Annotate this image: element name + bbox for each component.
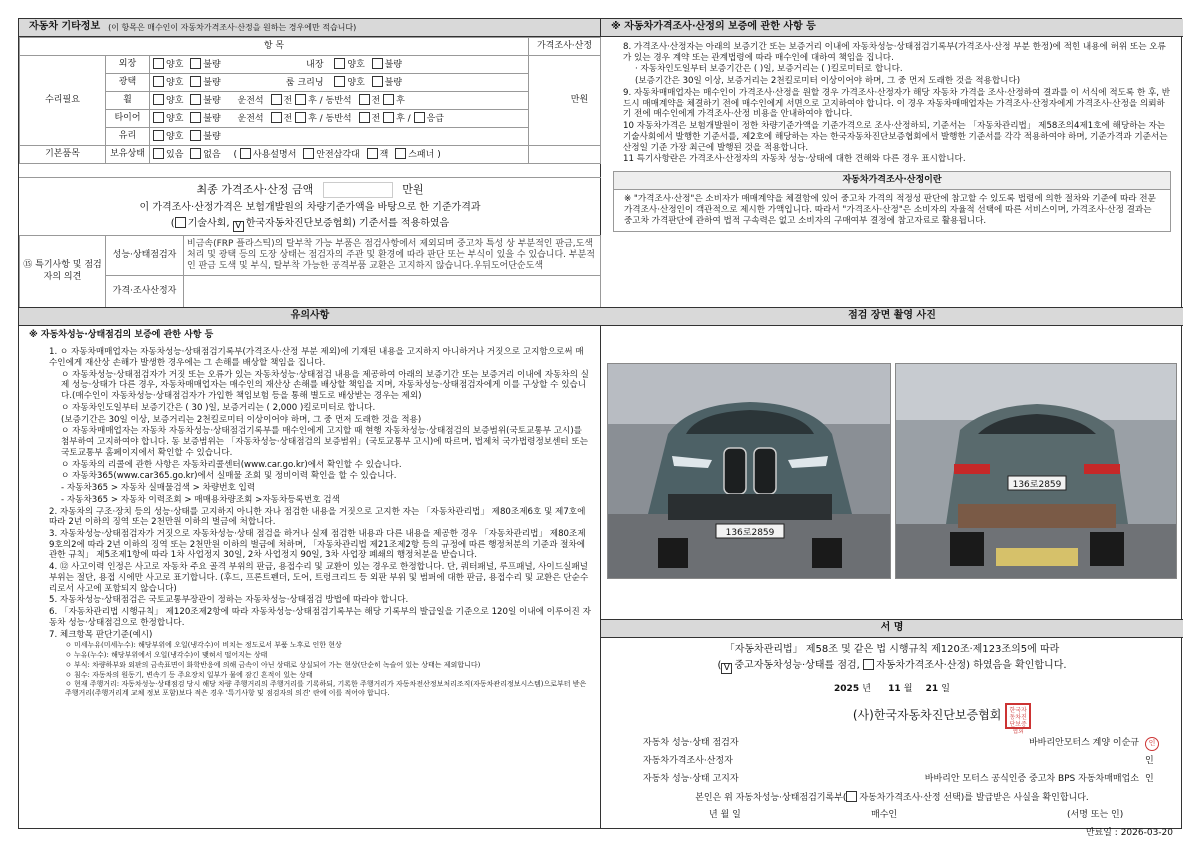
- notice-item: ㅇ 자동차매매업자는 자동차 자동차성능·상태점검기록부를 매수인에게 고지할 때 현행 자동차성능·상태점검의 보증범위(국토교통부 고시)를 첨부하여 고지하여야 합니다. 동 보증범위는 「자동차성능·상태점검의 보증범위」(국토교통부 고시)에 따르며, 법제처 국가법령정보센터 또는 국토교통부 홈페이지에서 확인할 수 있습니다.: [61, 426, 589, 458]
- inspector-label: 자동차 성능·상태 점검자: [643, 738, 739, 749]
- guarantee-price-item: (보증기간은 30일 이상, 보증거리는 2천킬로미터 이상이어야 하며, 그 중 먼저 도래한 것을 적용합니다): [635, 76, 1021, 87]
- gloss-bad-checkbox[interactable]: [190, 76, 201, 87]
- sign-perf-checkbox[interactable]: V: [721, 663, 732, 674]
- photo-section: [601, 307, 1183, 326]
- price-unit-cell: 만원: [529, 56, 601, 146]
- definition-title: 자동차가격조사·산정이란: [614, 172, 1170, 190]
- room-label: 룸 크리닝: [285, 77, 324, 88]
- notice-header: 유의사항: [19, 308, 601, 326]
- row-label-tire: 타이어: [106, 110, 150, 128]
- notice-section: [19, 307, 601, 699]
- notice-item: 5. 자동차성능·상태점검은 국토교통부장관이 정하는 자동차성능·상태점검 방법에 따라야 합니다.: [49, 595, 409, 606]
- car-rear-photo: [895, 363, 1177, 579]
- wheel-passenger-rear-checkbox[interactable]: [383, 94, 394, 105]
- glass-bad-checkbox[interactable]: [190, 130, 201, 141]
- basis-opt2-checkbox[interactable]: V: [233, 221, 244, 232]
- row-label-gloss: 광택: [106, 74, 150, 92]
- guarantee-price-item: 11 특기사항란은 가격조사·산정자의 자동차 성능·상태에 대한 견해와 다른 경우 표시합니다.: [623, 154, 966, 165]
- sign-org-row: [601, 703, 1183, 735]
- notifier-seal: 인: [1145, 774, 1154, 785]
- wheel-driver-rear-checkbox[interactable]: [295, 94, 306, 105]
- row-gloss: 양호 불량 룸 크리닝 양호 불량: [150, 74, 529, 92]
- left-column: [19, 19, 601, 828]
- interior-label: 내장: [306, 59, 324, 70]
- svg-text:136로2859: 136로2859: [725, 528, 775, 538]
- special-notes-table: [19, 235, 601, 308]
- wheel-bad-checkbox[interactable]: [190, 94, 201, 105]
- notice-item: ㅇ 현재 주행거리: 자동차성능·상태점검 당시 해당 차량 주행거리의 주행거리를 기록하되, 기록한 주행거리가 자동차전산정보처리조직(자동차관리정보시스템)으로부터 받은 주행거리(주행거리계 교체 정보 포함)보다 적은 경우 '특기사항 및 점검자의 의견' 란에 이를 적어야 합니다.: [65, 680, 587, 698]
- final-price-label: 최종 가격조사·산정 금액: [196, 183, 314, 196]
- expiry-date: 만료일 : 2026-03-20: [1085, 828, 1173, 838]
- tire-bad-checkbox[interactable]: [190, 112, 201, 123]
- notice-item: ㅇ 자동차인도일부터 보증기간은 ( 30 )일, 보증거리는 ( 2,000 )킬로미터로 합니다.: [61, 402, 376, 413]
- manual-checkbox[interactable]: [240, 148, 251, 159]
- tire-driver-front-checkbox[interactable]: [271, 112, 282, 123]
- basis-options: ( 기술사회, V 한국자동차진단보증협회) 기준서를 적용하였음: [170, 217, 450, 231]
- svg-text:136로2859: 136로2859: [1012, 480, 1062, 490]
- sign-date: 2025 년 11 월 21 일: [834, 683, 950, 694]
- price-examiner-sign-label: 자동차가격조사·산정자: [643, 756, 733, 767]
- notice-item: 7. 체크항목 판단기준(예시): [49, 629, 153, 640]
- tire-passenger-rear-checkbox[interactable]: [383, 112, 394, 123]
- sign-check-row: ( V 중고자동차성능·상태를 점검, 자동차가격조사·산정) 하였음을 확인합니다.: [717, 659, 1067, 673]
- receipt-price-checkbox[interactable]: [846, 791, 857, 802]
- notice-item: (보증기간은 30일 이상, 보증거리는 2천킬로미터 이상이어야 하며, 그 중 먼저 도래한 것을 적용): [61, 414, 422, 425]
- row-wheel: 양호 불량 운전석 전 후 / 동반석 전 후: [150, 92, 529, 110]
- guarantee-price-item: · 자동차인도일부터 보증기간은 ( )일, 보증거리는 ( )킬로미터로 합니다.: [635, 64, 903, 75]
- definition-box: [613, 171, 1171, 231]
- other-info-subtitle: (이 항목은 매수인이 자동차가격조사·산정을 원하는 경우에만 적습니다): [108, 22, 357, 32]
- special-label: ⑮ 특기사항 및 점검자의 의견: [20, 236, 106, 308]
- basis-text: 이 가격조사·산정가격은 보험개발원의 차량기준가액을 바탕으로 한 기준가격과: [139, 202, 481, 213]
- other-info-title: 자동차 기타정보: [29, 21, 101, 33]
- basic-label: 기본품목: [20, 146, 106, 164]
- buyer-row: [601, 810, 1183, 824]
- association-stamp: 한국자동차진단보증협회: [1005, 703, 1031, 729]
- sign-header: 서 명: [601, 620, 1183, 638]
- guarantee-price-item: 10 자동차가격은 보험개발원이 정한 차량기준가액을 기준가격으로 조사·산정하되, 기준서는 「자동차관리법」 제58조의4제1호에 해당하는 자는 기술사회에서 발행한 기준서를, 제2호에 해당하는 자는 한국자동차진단보증협회에서 발행한 기준서를 각각 적용하여야 하며, 기준가격과 기준서는 산정일 기준 가장 최근에 발행된 것을 적용합니다.: [623, 121, 1168, 153]
- notice-item: - 자동차365 > 자동차 실매물검색 > 차량번호 입력: [61, 483, 256, 494]
- spanner-checkbox[interactable]: [395, 148, 406, 159]
- col-price-header: 가격조사·산정: [529, 38, 601, 56]
- notice-body: [19, 326, 601, 698]
- row-tire: 양호 불량 운전석 전 후 / 동반석 전 후 / 응급: [150, 110, 529, 128]
- notice-item: ㅇ 침수: 자동차의 원동기, 변속기 등 주요장치 일부가 물에 잠긴 흔적이 있는 상태: [65, 670, 313, 679]
- sign-law-text: 「자동차관리법」 제58조 및 같은 법 시행규칙 제120조·제123조의5에 따라: [724, 644, 1060, 655]
- basis-opt1-checkbox[interactable]: [175, 217, 186, 228]
- inspector-value: 바바리안모터스 계양 이순규: [1028, 738, 1139, 749]
- notice-item: 3. 자동차성능·상태점검자가 거짓으로 자동차성능·상태 점검을 하거나 실제 점검한 내용과 다른 내용을 제공한 경우 「자동차관리법」 제80조제9호의2에 따라 2년 이하의 징역 또는 2천만원 이하의 벌금에 처하며, 「자동차관리법 제21조제2항 등의 규정에 따른 행정처분의 기준과 절차에 관한 규칙」 제5조제1항에 따라 1차 사업정지 30일, 2차 사업정지 90일, 3차 사업장 폐쇄의 행정처분을 받습니다.: [49, 529, 586, 561]
- basic-have-checkbox[interactable]: [153, 148, 164, 159]
- row-label-glass: 유리: [106, 128, 150, 146]
- wheel-driver-front-checkbox[interactable]: [271, 94, 282, 105]
- other-info-header: [19, 19, 600, 37]
- notice-item: 1. ㅇ 자동차매매업자는 자동차성능·상태점검기록부(가격조사·산정 부분 제외)에 기재된 내용을 고지하지 아니하거나 거짓으로 고지함으로써 매수인에게 재산상 손해가 발생한 경우에는 그 손해를 배상할 책임을 집니다.: [49, 347, 584, 368]
- notice-item: ㅇ 자동차의 리콜에 관한 사항은 자동차리콜센터(www.car.go.kr)에서 확인할 수 있습니다.: [61, 459, 402, 470]
- perf-label: 성능·상태점검자: [106, 236, 184, 276]
- final-price-row: [19, 182, 601, 198]
- notice-item: ㅇ 미세누유(미세누수): 해당부위에 오일(냉각수)이 비치는 정도로서 부품 노후로 인한 현상: [65, 641, 342, 650]
- row-basic: 있음 없음 ( 사용설명서 안전삼각대 잭 스패너 ): [150, 146, 529, 164]
- inspection-record-page: [18, 18, 1182, 838]
- final-price-block: [19, 177, 601, 235]
- photo-header: 점검 장면 촬영 사진: [601, 308, 1183, 326]
- wheel-good-checkbox[interactable]: [153, 94, 164, 105]
- tire-emergency-checkbox[interactable]: [414, 112, 425, 123]
- buyer-label: 매수인: [871, 810, 898, 820]
- exterior-good-checkbox[interactable]: [153, 58, 164, 69]
- basic-price-cell: [529, 146, 601, 164]
- row-glass: 양호 불량: [150, 128, 529, 146]
- other-info-table: [19, 37, 601, 164]
- sign-price-checkbox[interactable]: [863, 659, 874, 670]
- perf-text: 비금속(FRP 플라스틱)의 탈부착 가능 부품은 점검사항에서 제외되며 중고차 특성 상 부분적인 판금,도색 처리 및 광택 등의 도장 상태는 점검자의 주관 및 환경에 따라 판단 또는 부식이 있을 수 있습니다. 부분적인 판금 도색 및 부식, 탈부착 가능한 공격부품 교환은 고지하지 않습니다.우뒤도어단순도색: [184, 236, 601, 276]
- receipt-row: 본인은 위 자동차성능·상태점검기록부( 자동차가격조사·산정 선택)를 발급받은 사실을 확인합니다.: [695, 792, 1089, 803]
- sign-org: (사)한국자동차진단보증협회: [852, 708, 1002, 723]
- notice-subtitle: ※ 자동차성능·상태점검의 보증에 관한 사항 등: [29, 330, 214, 340]
- row-label-exterior: 외장: [106, 56, 150, 74]
- row-label-wheel: 휠: [106, 92, 150, 110]
- notice-item: ㅇ 자동차365(www.car365.go.kr)에서 실매물 조회 및 정비이력 확인을 할 수 있습니다.: [61, 471, 397, 482]
- col-item-header: 항 목: [20, 38, 529, 56]
- guarantee-price-item: 8. 가격조사·산정자는 아래의 보증기간 또는 보증거리 이내에 자동차성능·상태점검기록부(가격조사·산정 부분 한정)에 적힌 내용에 허위 또는 오류가 있는 경우 계약 또는 관계법령에 따라 매수인에 대하여 책임을 집니다.: [623, 42, 1166, 63]
- interior-good-checkbox[interactable]: [334, 58, 345, 69]
- exterior-bad-checkbox[interactable]: [190, 58, 201, 69]
- interior-bad-checkbox[interactable]: [372, 58, 383, 69]
- glass-good-checkbox[interactable]: [153, 130, 164, 141]
- notice-item: 4. ⑫ 사고이력 인정은 사고로 자동차 주요 골격 부위의 판금, 용접수리 및 교환이 있는 경우로 한정합니다. 단, 쿼터패널, 루프패널, 사이드실패널 부위는 절단, 용접 시에만 사고로 표기합니다. (후드, 프론트펜더, 도어, 트렁크리드 등 외판 부위 및 범퍼에 대한 판금, 용접수리 및 교환은 단순수리로서 사고에 포함되지 않습니다): [49, 562, 589, 594]
- sign-section: [601, 619, 1183, 839]
- notice-item: 6. 「자동차관리법 시행규칙」 제120조제2항에 따라 자동차성능·상태점검기록부는 해당 기록부의 발급일을 기준으로 120일 이내에 이루어진 자동차 성능·상태점검으로 한정합니다.: [49, 607, 591, 628]
- triangle-checkbox[interactable]: [303, 148, 314, 159]
- final-price-unit: 만원: [402, 183, 424, 196]
- price-examiner-label: 가격·조사산정자: [106, 276, 184, 308]
- row-exterior: 양호 불량 내장 양호 불량: [150, 56, 529, 74]
- tire-good-checkbox[interactable]: [153, 112, 164, 123]
- basic-state-label: 보유상태: [106, 146, 150, 164]
- right-column: [601, 19, 1183, 838]
- tire-passenger-front-checkbox[interactable]: [359, 112, 370, 123]
- notice-item: 2. 자동차의 구조·장치 등의 성능·상태를 고지하지 아니한 자나 점검한 내용을 거짓으로 고지한 자는 「자동차관리법」 제80조제6호 및 제7호에 따라 2년 이하의 징역 또는 2천만원 이하의 벌금에 처합니다.: [49, 506, 586, 528]
- notifier-value: 바바리안 모터스 공식인증 중고차 BPS 자동차매매업소: [924, 774, 1139, 785]
- car-front-photo: [607, 363, 891, 579]
- gloss-good-checkbox[interactable]: [153, 76, 164, 87]
- definition-text: ※ "가격조사·산정"은 소비자가 매매계약을 체결함에 있어 중고차 가격의 적정성 판단에 참고할 수 있도록 법령에 의한 절차와 기준에 따라 전문 가격조사·산정인이 객관적으로 제시한 가액입니다. 따라서 "가격조사·산정"은 소비자의 자율적 선택에 따른 서비스이며, 가격조사·산정 결과는 중고차 가격판단에 관하여 법적 구속력은 없고 소비자의 구매여부 결정에 참고자료로 활용됩니다.: [624, 194, 1156, 226]
- notice-item: - 자동차365 > 자동차 이력조회 > 매매용차량조회 >자동차등록번호 검색: [61, 494, 340, 505]
- guarantee-price-list: [601, 37, 1183, 165]
- jack-checkbox[interactable]: [367, 148, 378, 159]
- tire-driver-rear-checkbox[interactable]: [295, 112, 306, 123]
- sign-table: [611, 735, 1171, 789]
- final-price-input[interactable]: [323, 182, 393, 198]
- buyer-date: 년 월 일: [709, 810, 741, 820]
- price-examiner-text: [184, 276, 601, 308]
- notice-list: [29, 347, 591, 698]
- buyer-sign: (서명 또는 인): [1067, 810, 1124, 820]
- inspector-seal: 인: [1145, 737, 1159, 751]
- room-bad-checkbox[interactable]: [372, 76, 383, 87]
- price-examiner-seal: 인: [1145, 756, 1154, 767]
- notice-item: ㅇ 자동차성능·상태점검자가 거짓 또는 오류가 있는 자동차성능·상태점검 내용을 제공하여 아래의 보증기간 또는 보증거리 이내에 자동차의 실제 성능·상태가 다른 경우, 자동차매매업자는 매수인의 재산상 손해를 배상할 책임을 지며, 자동차성능·상태점검자에게 이를 구상할 수 있습니다.(매수인이 자동차성능·상태점검자가 가입한 책임보험 등을 통해 별도로 배상받는 경우는 제외): [61, 369, 589, 402]
- repair-label: 수리필요: [20, 56, 106, 146]
- notice-item: ㅇ 누유(누수): 해당부위에서 오일(냉각수)이 맺혀서 떨어지는 상태: [65, 651, 268, 660]
- guarantee-price-item: 9. 자동차매매업자는 매수인이 가격조사·산정을 원할 경우 가격조사·산정자가 해당 자동차 가격을 조사·산정하여 결과를 이 서식에 적도록 한 후, 반드시 매매계약을 체결하기 전에 매수인에게 서면으로 고지하여야 합니다. 이 경우 자동차매매업자는 가격조사·산정자에게 가격조사·산정을 의뢰하기 전에 매수인에게 가격조사·산정 비용을 안내하여야 합니다.: [623, 87, 1171, 120]
- guarantee-price-header: ※ 자동차가격조사·산정의 보증에 관한 사항 등: [601, 19, 1183, 37]
- notifier-label: 자동차 성능·상태 고지자: [643, 774, 739, 785]
- wheel-passenger-front-checkbox[interactable]: [359, 94, 370, 105]
- room-good-checkbox[interactable]: [334, 76, 345, 87]
- notice-item: ㅇ 부식: 차량하부와 외판의 금속표면이 화학반응에 의해 금속이 아닌 상태로 상실되어 가는 현상(단순히 녹슬어 있는 상태는 제외합니다): [65, 660, 481, 669]
- basic-none-checkbox[interactable]: [190, 148, 201, 159]
